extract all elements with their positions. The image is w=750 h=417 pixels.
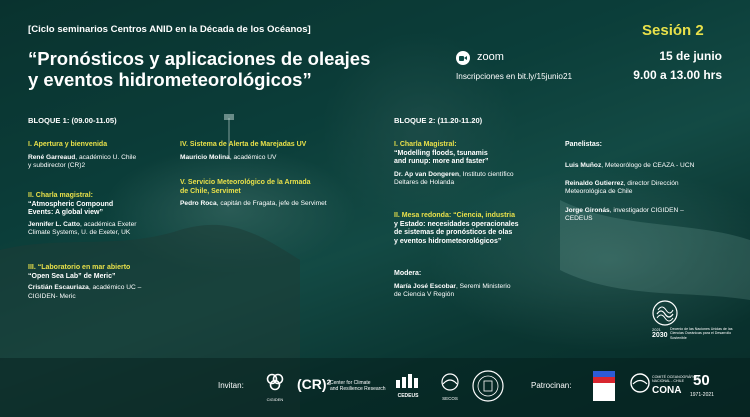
block2-item-2-heading: II. Mesa redonda: “Ciencia, industria <box>394 212 515 219</box>
block2-item-1-heading: I. Charla Magistral: <box>394 141 457 148</box>
seminar-series-label: [Ciclo seminarios Centros ANID en la Década de los Océanos] <box>28 24 311 35</box>
speaker-name: René Garreaud <box>28 153 76 161</box>
cr2-text-1: Center for Climate <box>330 380 371 386</box>
secos-logo <box>437 373 463 401</box>
speaker-detail-2: Deltares de Holanda <box>394 179 455 187</box>
block1-item-3 <box>28 264 193 301</box>
panelist-detail: , investigador CIGIDEN – <box>609 206 684 214</box>
registration-link[interactable]: Inscripciones en bit.ly/15junio21 <box>456 72 573 81</box>
event-date: 15 de junio <box>659 49 722 63</box>
zoom-label: zoom <box>477 51 504 63</box>
patrocinan-label: Patrocinan: <box>531 381 572 390</box>
un-decade-years <box>652 327 668 339</box>
panelist-3 <box>565 207 745 215</box>
cr2-text-2: and Resilience Research <box>330 386 386 392</box>
speaker-name: Jennifer L. Catto <box>28 220 81 228</box>
speaker-detail: , académica Exeter <box>80 220 137 228</box>
cr2-logo-text: (CR)² <box>297 376 332 392</box>
cedeus-icon <box>395 374 421 388</box>
cedeus-logo <box>394 374 422 399</box>
block1-item-5 <box>180 179 370 209</box>
un-ocean-decade-icon <box>652 300 678 326</box>
cr2-text <box>330 380 386 392</box>
un-decade-text: Decenio de las Naciones Unidas de las Ciencias Oceánicas para el Desarrollo Sostenible <box>670 327 733 340</box>
block1-item-2-heading: II. Charla magistral: <box>28 192 93 199</box>
cigiden-logo <box>263 372 287 402</box>
block1-item-2 <box>28 192 183 238</box>
block1-title: BLOQUE 1: (09.00-11.05) <box>28 116 117 125</box>
speaker-name: Dr. Ap van Dongeren <box>394 170 459 178</box>
event-time: 9.00 a 13.00 hrs <box>633 68 722 82</box>
session-label: Sesión 2 <box>642 22 704 39</box>
block2-item-1-heading-2: “Modelling floods, tsunamis <box>394 149 488 157</box>
cigiden-icon <box>265 372 285 392</box>
moderator-name: María José Escobar <box>394 282 456 290</box>
panelist-3-detail-2: CEDEUS <box>565 215 593 223</box>
block2-item-2-heading-4: y eventos hidrometeorológicos” <box>394 237 502 245</box>
flag-white-panel <box>593 383 615 401</box>
block1-item-1 <box>28 141 178 170</box>
government-logo <box>593 371 615 401</box>
speaker-detail-2: y subdirector (CR)2 <box>28 162 86 169</box>
speaker-detail: , académico U. Chile <box>75 153 137 161</box>
secos-icon <box>439 373 461 391</box>
block1-item-4 <box>180 141 370 162</box>
speaker-detail: , académico UV <box>229 153 277 161</box>
panelist-name: Reinaldo Gutierrez <box>565 180 624 187</box>
block1-item-5-heading-2: de Chile, Servimet <box>180 187 241 195</box>
event-title <box>28 48 370 90</box>
panelist-1 <box>565 162 745 170</box>
block2-item-1-heading-3: and runup: more and faster” <box>394 158 489 166</box>
speaker-detail-2: CIGIDEN- Meric <box>28 292 76 300</box>
secos-label: SECOS <box>442 396 458 401</box>
zoom-icon <box>456 51 470 65</box>
block2-item-2-heading-3: de sistemas de pronósticos de olas <box>394 229 513 237</box>
anniversary-years: 1971-2021 <box>690 392 714 398</box>
speaker-detail-2: Climate Systems, U. de Exeter, UK <box>28 229 131 237</box>
moderator-label: Modera: <box>394 270 422 277</box>
panelist-detail: , director Dirección <box>623 180 679 187</box>
panelist-2-detail-2: Meteorológica de Chile <box>565 188 633 196</box>
block2-item-1 <box>394 141 554 188</box>
panelist-2 <box>565 180 745 188</box>
speaker-name: Pedro Roca <box>180 200 217 208</box>
block1-item-3-heading-2: “Open Sea Lab” de Meric” <box>28 272 116 280</box>
moderator-line <box>394 283 564 291</box>
moderator-section <box>394 270 564 299</box>
speaker-detail: , Instituto científico <box>458 170 514 178</box>
block2-item-2-heading-2: y Estado: necesidades operacionales <box>394 220 519 228</box>
block2-item-1-speaker-line <box>394 171 554 179</box>
speaker-detail: , capitán de Fragata, jefe de Servimet <box>216 200 327 208</box>
block2-title: BLOQUE 2: (11.20-11.20) <box>394 116 483 125</box>
block1-item-4-speaker-line <box>180 154 370 162</box>
invitan-label: Invitan: <box>218 381 244 390</box>
panelist-name: Jorge Gironás <box>565 206 610 214</box>
block1-item-2-heading-2: “Atmospheric Compound <box>28 200 114 208</box>
cona-subtitle: COMITÉ OCEANOGRÁFICO NACIONAL - CHILE <box>652 375 699 384</box>
cedeus-label: CEDEUS <box>397 393 419 399</box>
event-title-line2: y eventos hidrometeorológicos” <box>28 69 312 90</box>
block1-item-1-heading: I. Apertura y bienvenida <box>28 141 108 148</box>
moderator-detail: , Seremi Ministerio <box>455 282 511 290</box>
panelists-label: Panelistas: <box>565 141 602 148</box>
cona-label: CONA <box>652 385 682 396</box>
block1-item-2-heading-3: Events: A global view” <box>28 209 103 217</box>
block1-item-5-heading: V. Servicio Meteorológico de la Armada <box>180 179 311 186</box>
block1-item-3-heading: III. “Laboratorio en mar abierto <box>28 264 131 271</box>
cona-icon <box>630 373 650 393</box>
panelists-section <box>565 141 745 224</box>
block1-item-1-speaker-line <box>28 154 178 162</box>
panelist-name: Luis Muñoz <box>565 161 602 169</box>
block2-item-2 <box>394 212 564 246</box>
block1-item-5-speaker-line <box>180 200 370 208</box>
un-decade-year-prefix: 2021 <box>652 327 661 332</box>
block1-item-3-speaker-line <box>28 284 193 292</box>
block1-item-4-heading: IV. Sistema de Alerta de Marejadas UV <box>180 141 307 148</box>
speaker-name: Mauricio Molina <box>180 153 230 161</box>
university-seal-icon <box>472 370 504 402</box>
speaker-detail: , académico UC – <box>88 284 142 292</box>
moderator-detail-2: de Ciencia V Región <box>394 291 455 298</box>
event-title-line1: “Pronósticos y aplicaciones de oleajes <box>28 48 371 69</box>
anniversary-number: 50 <box>693 372 710 389</box>
un-decade-year: 2030 <box>652 332 668 339</box>
cigiden-label: CIGIDEN <box>266 397 284 402</box>
speaker-name: Cristián Escauriaza <box>28 284 89 292</box>
block1-item-2-speaker-line <box>28 221 183 229</box>
panelist-detail: , Meteorólogo de CEAZA - UCN <box>601 161 695 169</box>
